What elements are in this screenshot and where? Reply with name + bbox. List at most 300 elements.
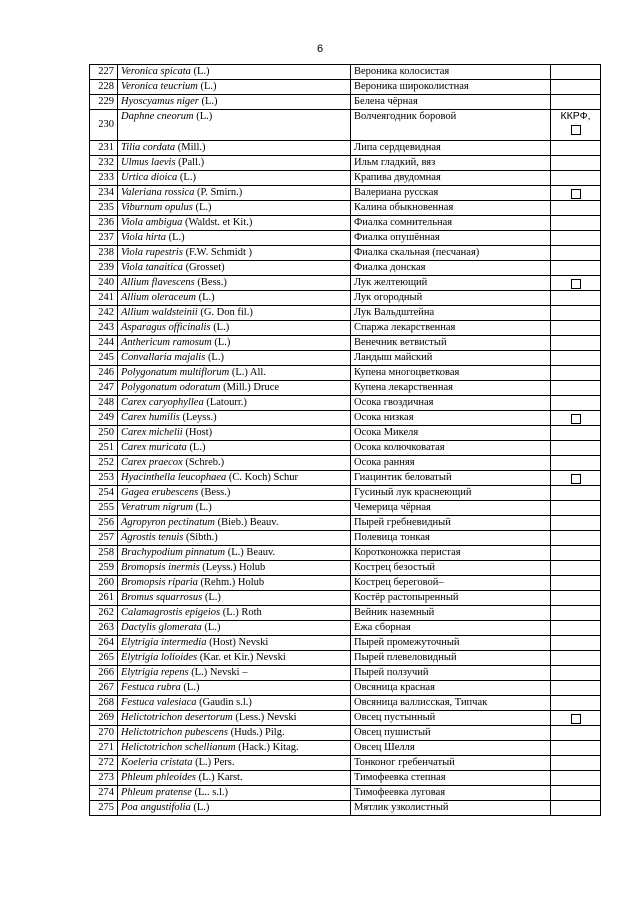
row-number: 271 <box>90 741 118 756</box>
latin-name-cell <box>118 681 351 696</box>
species-name: Viburnum opulus <box>121 202 193 213</box>
russian-name: Коротконожка перистая <box>351 546 551 561</box>
status-cell <box>551 156 601 171</box>
status-cell <box>551 636 601 651</box>
russian-name: Осока колючковатая <box>351 441 551 456</box>
latin-name-cell <box>118 411 351 426</box>
status-cell <box>551 741 601 756</box>
table-row <box>90 261 601 276</box>
latin-name-cell <box>118 246 351 261</box>
species-name: Hyacinthella leucophaea <box>121 472 227 483</box>
table-row <box>90 771 601 786</box>
species-name: Koeleria cristata <box>121 757 193 768</box>
species-author: (L.. s.l.) <box>191 787 229 798</box>
table-row <box>90 801 601 816</box>
russian-name: Осока низкая <box>351 411 551 426</box>
species-author: (F.W. Schmidt ) <box>182 247 253 258</box>
status-cell <box>551 291 601 306</box>
latin-name-cell <box>118 216 351 231</box>
latin-name-cell <box>118 711 351 726</box>
latin-name-cell <box>118 516 351 531</box>
table-row <box>90 65 601 80</box>
table-row <box>90 636 601 651</box>
status-cell <box>551 426 601 441</box>
species-name: Bromus squarrosus <box>121 592 203 603</box>
latin-name-cell <box>118 756 351 771</box>
row-number: 248 <box>90 396 118 411</box>
table-row <box>90 171 601 186</box>
status-cell <box>551 141 601 156</box>
species-name: Veronica teucrium <box>121 81 198 92</box>
status-cell <box>551 336 601 351</box>
latin-name-cell <box>118 576 351 591</box>
russian-name: Костёр растопыренный <box>351 591 551 606</box>
species-author: (Hack.) Kitag. <box>235 742 299 753</box>
russian-name: Ежа сборная <box>351 621 551 636</box>
species-name: Carex caryophyllea <box>121 397 204 408</box>
latin-name-cell <box>118 636 351 651</box>
russian-name: Осока гвоздичная <box>351 396 551 411</box>
table-row <box>90 80 601 95</box>
row-number: 260 <box>90 576 118 591</box>
latin-name-cell <box>118 80 351 95</box>
table-row <box>90 471 601 486</box>
row-number: 261 <box>90 591 118 606</box>
table-row <box>90 95 601 110</box>
latin-name-cell <box>118 321 351 336</box>
russian-name: Спаржа лекарственная <box>351 321 551 336</box>
species-name: Agrostis tenuis <box>121 532 184 543</box>
latin-name-cell <box>118 261 351 276</box>
species-author: (L.) <box>210 322 230 333</box>
species-author: (Huds.) Pilg. <box>228 727 285 738</box>
species-name: Elytrigia intermedia <box>121 637 207 648</box>
species-name: Helictotrichon schellianum <box>121 742 236 753</box>
status-cell <box>551 110 601 141</box>
latin-name-cell <box>118 141 351 156</box>
russian-name: Лук желтеющий <box>351 276 551 291</box>
species-author: (L.) <box>197 81 217 92</box>
row-number: 247 <box>90 381 118 396</box>
species-name: Helictotrichon pubescens <box>121 727 229 738</box>
species-name: Calamagrostis epigeios <box>121 607 221 618</box>
russian-name: Фиалка донская <box>351 261 551 276</box>
latin-name-cell <box>118 771 351 786</box>
row-number: 265 <box>90 651 118 666</box>
table-row <box>90 756 601 771</box>
latin-name-cell <box>118 486 351 501</box>
species-author: (L.) <box>193 111 213 122</box>
row-number: 231 <box>90 141 118 156</box>
table-row <box>90 666 601 681</box>
species-name: Valeriana rossica <box>121 187 195 198</box>
species-name: Polygonatum multiflorum <box>121 367 230 378</box>
species-name: Ulmus laevis <box>121 157 176 168</box>
russian-name: Вейник наземный <box>351 606 551 621</box>
species-name: Viola rupestris <box>121 247 183 258</box>
species-author: (L.) <box>180 682 200 693</box>
russian-name: Гиацинтик беловатый <box>351 471 551 486</box>
table-row <box>90 786 601 801</box>
table-row <box>90 366 601 381</box>
russian-name: Овсяница валлисская, Типчак <box>351 696 551 711</box>
latin-name-cell <box>118 336 351 351</box>
row-number: 236 <box>90 216 118 231</box>
latin-name-cell <box>118 741 351 756</box>
table-row <box>90 426 601 441</box>
row-number: 258 <box>90 546 118 561</box>
row-number: 262 <box>90 606 118 621</box>
species-author: (Kar. et Kir.) Nevski <box>197 652 286 663</box>
russian-name: Вероника колосистая <box>351 65 551 80</box>
table-row <box>90 531 601 546</box>
species-name: Gagea erubescens <box>121 487 199 498</box>
russian-name: Овсец пустынный <box>351 711 551 726</box>
russian-name: Пырей гребневидный <box>351 516 551 531</box>
table-row <box>90 381 601 396</box>
table-row <box>90 621 601 636</box>
table-row <box>90 606 601 621</box>
row-number: 266 <box>90 666 118 681</box>
status-cell <box>551 80 601 95</box>
status-cell <box>551 666 601 681</box>
species-author: (Host) Nevski <box>206 637 269 648</box>
status-cell <box>551 726 601 741</box>
species-name: Veratrum nigrum <box>121 502 194 513</box>
table-row <box>90 186 601 201</box>
latin-name-cell <box>118 786 351 801</box>
species-author: (L.) <box>201 622 221 633</box>
table-row <box>90 501 601 516</box>
species-name: Hyoscyamus niger <box>121 96 199 107</box>
species-name: Daphne cneorum <box>121 111 194 122</box>
status-cell <box>551 396 601 411</box>
status-cell <box>551 546 601 561</box>
species-author: (L.) <box>186 442 206 453</box>
latin-name-cell <box>118 231 351 246</box>
table-row <box>90 516 601 531</box>
status-cell <box>551 621 601 636</box>
table-row <box>90 711 601 726</box>
checkbox-icon <box>571 189 581 199</box>
row-number: 269 <box>90 711 118 726</box>
russian-name: Крапива двудомная <box>351 171 551 186</box>
row-number: 263 <box>90 621 118 636</box>
row-number: 253 <box>90 471 118 486</box>
species-author: (Mill.) Druce <box>220 382 280 393</box>
row-number: 234 <box>90 186 118 201</box>
species-author: (L.) All. <box>229 367 266 378</box>
species-author: (L.) <box>202 592 221 603</box>
checkbox-icon <box>571 474 581 484</box>
status-cell <box>551 516 601 531</box>
row-number: 228 <box>90 80 118 95</box>
species-name: Helictotrichon desertorum <box>121 712 233 723</box>
table-row <box>90 561 601 576</box>
species-author: (Bess.) <box>194 277 227 288</box>
latin-name-cell <box>118 95 351 110</box>
latin-name-cell <box>118 531 351 546</box>
latin-name-cell <box>118 366 351 381</box>
species-author: (L.) <box>166 232 185 243</box>
row-number: 257 <box>90 531 118 546</box>
species-table <box>89 64 601 816</box>
species-author: (Waldst. et Kit.) <box>182 217 253 228</box>
latin-name-cell <box>118 546 351 561</box>
russian-name: Тимофеевка степная <box>351 771 551 786</box>
species-author: (L.) <box>190 66 210 77</box>
status-cell <box>551 561 601 576</box>
status-cell <box>551 201 601 216</box>
page-number: 6 <box>316 43 324 55</box>
species-name: Festuca valesiaca <box>121 697 197 708</box>
table-row <box>90 681 601 696</box>
species-name: Asparagus officinalis <box>121 322 211 333</box>
species-author: (Grosset) <box>182 262 225 273</box>
status-cell <box>551 65 601 80</box>
species-name: Veronica spicata <box>121 66 191 77</box>
species-author: (Sibth.) <box>183 532 218 543</box>
status-cell <box>551 276 601 291</box>
russian-name: Фиалка сомнительная <box>351 216 551 231</box>
table-row <box>90 441 601 456</box>
row-number: 229 <box>90 95 118 110</box>
species-name: Carex michelii <box>121 427 183 438</box>
status-cell <box>551 231 601 246</box>
status-cell <box>551 441 601 456</box>
row-number: 252 <box>90 456 118 471</box>
species-author: (Bess.) <box>198 487 231 498</box>
russian-name: Валериана русская <box>351 186 551 201</box>
status-cell <box>551 306 601 321</box>
table-row <box>90 411 601 426</box>
species-author: (P. Smirn.) <box>194 187 243 198</box>
checkbox-icon <box>571 279 581 289</box>
row-number: 272 <box>90 756 118 771</box>
status-label: ККРФ, <box>560 110 591 122</box>
status-cell <box>551 711 601 726</box>
row-number: 239 <box>90 261 118 276</box>
table-row <box>90 246 601 261</box>
russian-name: Овсяница красная <box>351 681 551 696</box>
row-number: 244 <box>90 336 118 351</box>
species-author: (Leyss.) Holub <box>199 562 266 573</box>
latin-name-cell <box>118 726 351 741</box>
table-row <box>90 156 601 171</box>
species-author: (Mill.) <box>175 142 206 153</box>
species-name: Elytrigia lolioides <box>121 652 198 663</box>
species-name: Carex muricata <box>121 442 187 453</box>
species-author: (L.) Pers. <box>192 757 235 768</box>
table-row <box>90 576 601 591</box>
species-name: Bromopsis riparia <box>121 577 198 588</box>
row-number: 251 <box>90 441 118 456</box>
species-author: (Rehm.) Holub <box>197 577 265 588</box>
status-cell <box>551 95 601 110</box>
status-cell <box>551 651 601 666</box>
species-name: Urtica dioica <box>121 172 178 183</box>
species-author: (L.) <box>198 96 218 107</box>
row-number: 241 <box>90 291 118 306</box>
russian-name: Лук Вальдштейна <box>351 306 551 321</box>
row-number: 230 <box>90 110 118 141</box>
latin-name-cell <box>118 606 351 621</box>
russian-name: Калина обыкновенная <box>351 201 551 216</box>
table-row <box>90 231 601 246</box>
species-author: (L.) <box>195 292 215 303</box>
russian-name: Овсец пушистый <box>351 726 551 741</box>
row-number: 238 <box>90 246 118 261</box>
russian-name: Белена чёрная <box>351 95 551 110</box>
species-table-body <box>90 65 601 816</box>
row-number: 264 <box>90 636 118 651</box>
russian-name: Осока Микеля <box>351 426 551 441</box>
russian-name: Полевица тонкая <box>351 531 551 546</box>
latin-name-cell <box>118 471 351 486</box>
table-row <box>90 276 601 291</box>
species-name: Poa angustifolia <box>121 802 191 813</box>
table-row <box>90 396 601 411</box>
status-cell <box>551 606 601 621</box>
row-number: 227 <box>90 65 118 80</box>
russian-name: Пырей ползучий <box>351 666 551 681</box>
species-author: (C. Koch) Schur <box>226 472 299 483</box>
status-cell <box>551 171 601 186</box>
species-name: Polygonatum odoratum <box>121 382 221 393</box>
table-row <box>90 591 601 606</box>
status-cell <box>551 216 601 231</box>
row-number: 254 <box>90 486 118 501</box>
russian-name: Вероника широколистная <box>351 80 551 95</box>
status-cell <box>551 756 601 771</box>
table-row <box>90 741 601 756</box>
status-cell <box>551 261 601 276</box>
latin-name-cell <box>118 426 351 441</box>
species-name: Viola hirta <box>121 232 167 243</box>
status-cell <box>551 801 601 816</box>
russian-name: Купена лекарственная <box>351 381 551 396</box>
species-name: Tilia cordata <box>121 142 176 153</box>
status-cell <box>551 591 601 606</box>
species-author: (L.) <box>192 202 212 213</box>
russian-name: Фиалка скальная (песчаная) <box>351 246 551 261</box>
species-name: Bromopsis inermis <box>121 562 200 573</box>
row-number: 255 <box>90 501 118 516</box>
species-author: (L.) Roth <box>220 607 262 618</box>
species-author: (L.) <box>177 172 196 183</box>
status-cell <box>551 501 601 516</box>
status-cell <box>551 456 601 471</box>
table-row <box>90 336 601 351</box>
status-cell <box>551 576 601 591</box>
latin-name-cell <box>118 201 351 216</box>
latin-name-cell <box>118 110 351 141</box>
status-cell <box>551 381 601 396</box>
species-author: (Bieb.) Beauv. <box>215 517 279 528</box>
species-author: (Schreb.) <box>182 457 225 468</box>
row-number: 242 <box>90 306 118 321</box>
row-number: 233 <box>90 171 118 186</box>
status-cell <box>551 486 601 501</box>
row-number: 270 <box>90 726 118 741</box>
species-name: Allium oleraceum <box>121 292 196 303</box>
russian-name: Липа сердцевидная <box>351 141 551 156</box>
species-name: Phleum pratense <box>121 787 192 798</box>
russian-name: Купена многоцветковая <box>351 366 551 381</box>
russian-name: Тимофеевка луговая <box>351 786 551 801</box>
species-author: (L.) Karst. <box>195 772 243 783</box>
table-row <box>90 141 601 156</box>
species-name: Festuca rubra <box>121 682 181 693</box>
row-number: 245 <box>90 351 118 366</box>
row-number: 259 <box>90 561 118 576</box>
species-author: (Gaudin s.l.) <box>196 697 252 708</box>
species-author: (L.) <box>190 802 210 813</box>
latin-name-cell <box>118 396 351 411</box>
checkbox-icon <box>571 714 581 724</box>
table-row <box>90 351 601 366</box>
russian-name: Тонконог гребенчатый <box>351 756 551 771</box>
russian-name: Кострец береговой– <box>351 576 551 591</box>
species-author: (Leyss.) <box>179 412 217 423</box>
status-cell <box>551 321 601 336</box>
status-cell <box>551 681 601 696</box>
latin-name-cell <box>118 456 351 471</box>
row-number: 237 <box>90 231 118 246</box>
row-number: 268 <box>90 696 118 711</box>
species-author: (Latourr.) <box>203 397 247 408</box>
row-number: 274 <box>90 786 118 801</box>
table-row <box>90 110 601 141</box>
latin-name-cell <box>118 276 351 291</box>
status-cell <box>551 411 601 426</box>
status-cell <box>551 186 601 201</box>
row-number: 232 <box>90 156 118 171</box>
status-cell <box>551 786 601 801</box>
table-row <box>90 321 601 336</box>
species-author: (Host) <box>182 427 213 438</box>
russian-name: Пырей плевеловидный <box>351 651 551 666</box>
checkbox-icon <box>571 125 581 135</box>
latin-name-cell <box>118 696 351 711</box>
table-row <box>90 546 601 561</box>
row-number: 273 <box>90 771 118 786</box>
latin-name-cell <box>118 501 351 516</box>
russian-name: Лук огородный <box>351 291 551 306</box>
table-row <box>90 486 601 501</box>
russian-name: Волчеягодник боровой <box>351 110 551 141</box>
status-cell <box>551 696 601 711</box>
row-number: 250 <box>90 426 118 441</box>
species-author: (L.) Nevski – <box>188 667 248 678</box>
latin-name-cell <box>118 291 351 306</box>
row-number: 243 <box>90 321 118 336</box>
table-row <box>90 651 601 666</box>
species-name: Viola tanaitica <box>121 262 183 273</box>
row-number: 249 <box>90 411 118 426</box>
russian-name: Ландыш майский <box>351 351 551 366</box>
species-name: Elytrigia repens <box>121 667 189 678</box>
row-number: 240 <box>90 276 118 291</box>
species-author: (L.) Beauv. <box>225 547 276 558</box>
table-row <box>90 456 601 471</box>
species-author: (Less.) Nevski <box>232 712 297 723</box>
table-row <box>90 201 601 216</box>
latin-name-cell <box>118 65 351 80</box>
species-author: (G. Don fil.) <box>197 307 253 318</box>
latin-name-cell <box>118 666 351 681</box>
status-cell <box>551 531 601 546</box>
